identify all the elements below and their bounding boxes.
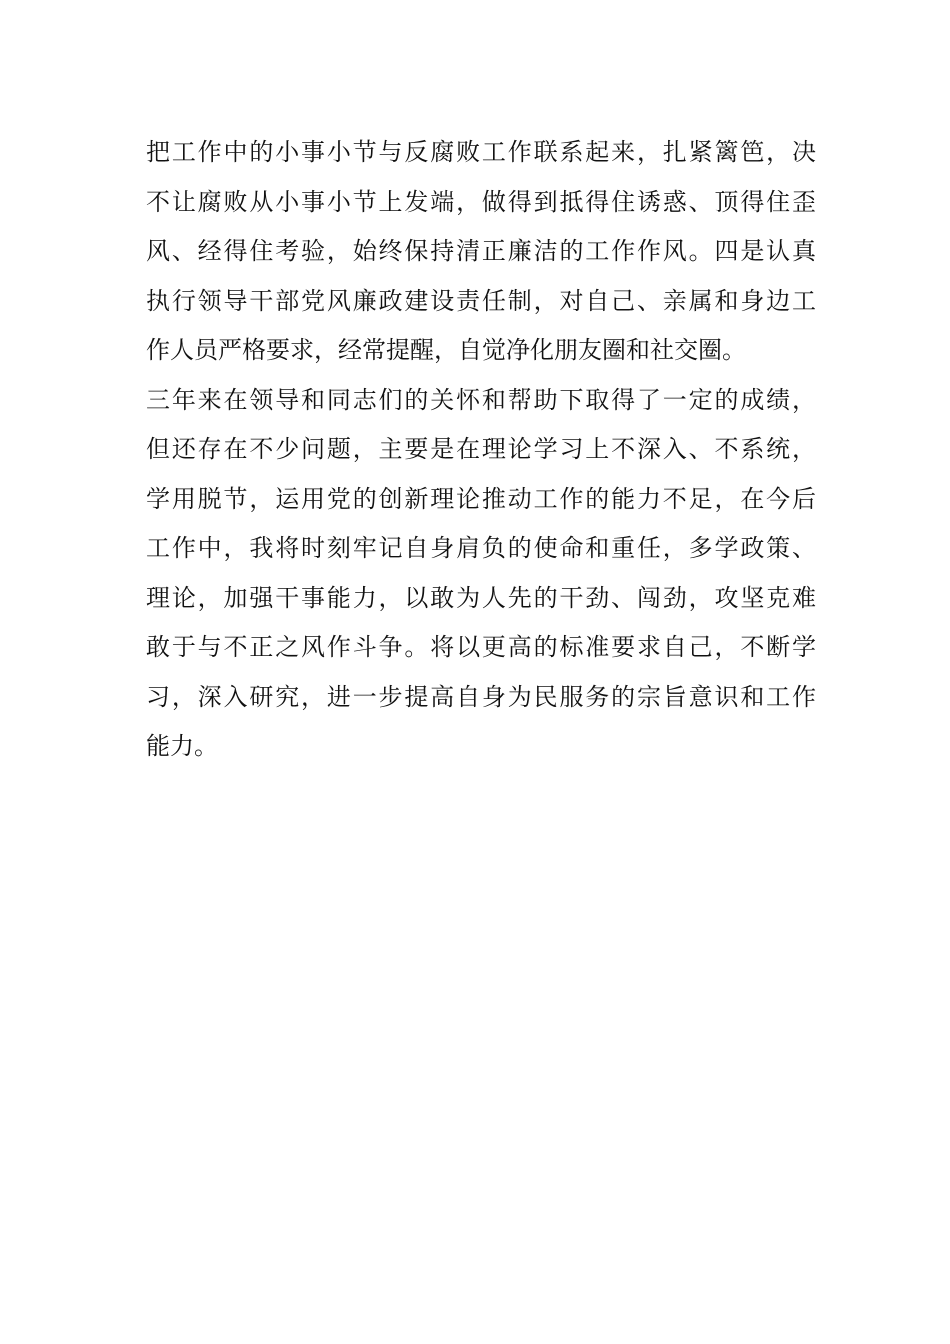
- text-line: 学用脱节，运用党的创新理论推动工作的能力不足，在今后: [146, 484, 816, 513]
- body-paragraph: [146, 128, 816, 772]
- text-line: 不让腐败从小事小节上发端，做得到抵得住诱惑、顶得住歪: [146, 187, 816, 216]
- text-line: 执行领导干部党风廉政建设责任制，对自己、亲属和身边工: [146, 286, 816, 315]
- text-line: 但还存在不少问题，主要是在理论学习上不深入、不系统，: [146, 435, 816, 463]
- text-line: 作人员严格要求，经常提醒，自觉净化朋友圈和社交圈。: [146, 336, 746, 364]
- text-line: 习，深入研究，进一步提高自身为民服务的宗旨意识和工作: [146, 682, 816, 711]
- text-line: 工作中，我将时刻牢记自身肩负的使命和重任，多学政策、: [146, 534, 816, 562]
- text-line: 敢于与不正之风作斗争。将以更高的标准要求自己，不断学: [146, 633, 816, 661]
- text-line: 理论，加强干事能力，以敢为人先的干劲、闯劲，攻坚克难: [146, 583, 816, 612]
- text-line: 把工作中的小事小节与反腐败工作联系起来，扎紧篱笆，决: [146, 138, 816, 166]
- text-line: 三年来在领导和同志们的关怀和帮助下取得了一定的成绩，: [146, 385, 816, 414]
- text-line: 风、经得住考验，始终保持清正廉洁的工作作风。四是认真: [146, 237, 816, 265]
- text-line: 能力。: [146, 732, 218, 760]
